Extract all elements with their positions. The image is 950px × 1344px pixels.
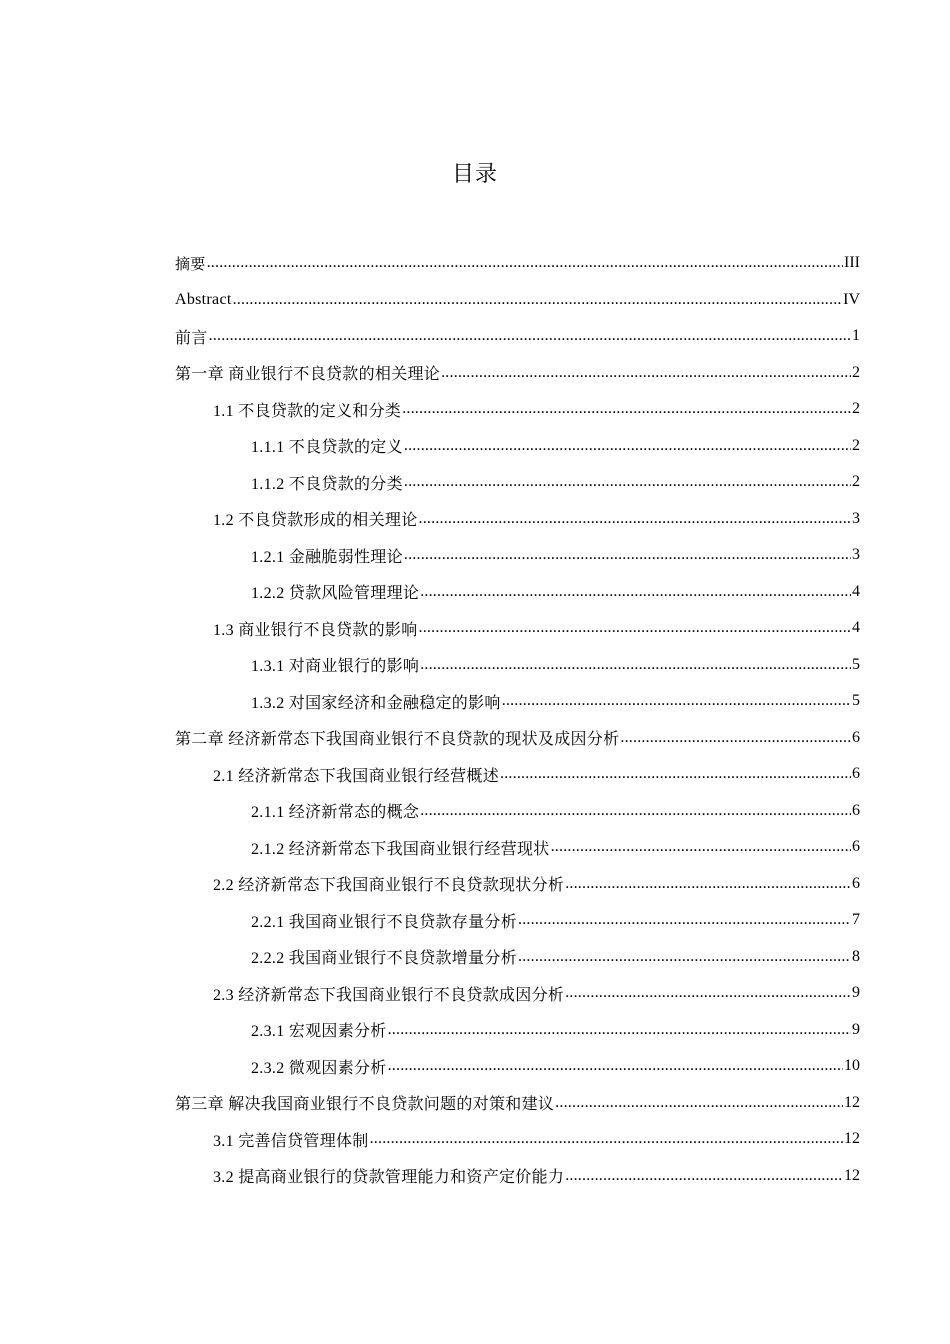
toc-page-number: 6	[852, 801, 860, 819]
toc-entry-section-2-3-2[interactable]	[175, 1048, 860, 1085]
toc-entry-section-2-2[interactable]	[175, 866, 860, 903]
toc-page-number: 12	[844, 1166, 860, 1184]
toc-page-number: 1	[852, 327, 860, 345]
toc-entry-label: Abstract	[175, 290, 232, 308]
toc-page-number: 2	[852, 363, 860, 381]
toc-page-number: 9	[852, 1020, 860, 1038]
toc-entry-label: 2.1 经济新常态下我国商业银行经营概述	[213, 767, 500, 785]
toc-entry-label: 2.1.2 经济新常态下我国商业银行经营现状	[251, 840, 550, 858]
toc-entry-label: 2.3.1 宏观因素分析	[251, 1023, 387, 1041]
toc-dot-leader	[565, 985, 851, 1001]
toc-entry-section-2-2-1[interactable]	[175, 902, 860, 939]
toc-entry-section-1-2-1[interactable]	[175, 537, 860, 574]
toc-dot-leader	[209, 328, 851, 344]
toc-entry-label: 前言	[175, 329, 208, 347]
toc-entry-chapter-1[interactable]	[175, 355, 860, 392]
toc-entry-section-3-2[interactable]	[175, 1158, 860, 1195]
toc-entry-label: 1.3 商业银行不良贷款的影响	[213, 621, 418, 639]
toc-page-number: 6	[852, 728, 860, 746]
toc-entry-abstract-en[interactable]	[175, 282, 860, 319]
toc-page-number: 5	[852, 655, 860, 673]
toc-dot-leader	[502, 693, 851, 709]
toc-entry-section-1-2[interactable]	[175, 501, 860, 538]
table-of-contents	[175, 245, 860, 1194]
toc-entry-section-2-1[interactable]	[175, 756, 860, 793]
toc-dot-leader	[441, 365, 851, 381]
toc-entry-label: 1.1 不良贷款的定义和分类	[213, 402, 402, 420]
toc-entry-chapter-3[interactable]	[175, 1085, 860, 1122]
toc-page-number: 2	[852, 400, 860, 418]
toc-dot-leader	[404, 547, 851, 563]
toc-entry-section-1-2-2[interactable]	[175, 574, 860, 611]
toc-entry-label: 2.2.1 我国商业银行不良贷款存量分析	[251, 913, 518, 931]
toc-page-number: 12	[844, 1093, 860, 1111]
toc-dot-leader	[404, 438, 851, 454]
toc-page-number: 8	[852, 947, 860, 965]
toc-entry-label: 1.3.1 对商业银行的影响	[251, 658, 420, 676]
toc-page-number: 4	[852, 582, 860, 600]
toc-entry-label: 1.2 不良贷款形成的相关理论	[213, 512, 418, 530]
toc-page-number: 2	[852, 436, 860, 454]
toc-entry-section-1-3[interactable]	[175, 610, 860, 647]
toc-entry-section-1-1[interactable]	[175, 391, 860, 428]
toc-dot-leader	[565, 1168, 843, 1184]
toc-dot-leader	[620, 730, 851, 746]
toc-entry-label: 3.1 完善信贷管理体制	[213, 1132, 369, 1150]
toc-page-number: 3	[852, 546, 860, 564]
toc-dot-leader	[420, 584, 851, 600]
toc-entry-label: 第二章 经济新常态下我国商业银行不良贷款的现状及成因分析	[175, 731, 620, 749]
toc-page-number: 7	[852, 911, 860, 929]
toc-dot-leader	[518, 949, 851, 965]
toc-entry-label: 1.2.2 贷款风险管理理论	[251, 585, 420, 603]
toc-entry-section-3-1[interactable]	[175, 1121, 860, 1158]
toc-entry-abstract-cn[interactable]	[175, 245, 860, 282]
toc-page-number: 6	[852, 874, 860, 892]
toc-entry-label: 2.3.2 微观因素分析	[251, 1059, 387, 1077]
toc-entry-label: 1.2.1 金融脆弱性理论	[251, 548, 403, 566]
toc-dot-leader	[420, 657, 851, 673]
toc-entry-chapter-2[interactable]	[175, 720, 860, 757]
toc-entry-label: 2.2 经济新常态下我国商业银行不良贷款现状分析	[213, 877, 565, 895]
toc-entry-section-2-1-1[interactable]	[175, 793, 860, 830]
toc-page-number: 6	[852, 838, 860, 856]
toc-page-number: IV	[843, 290, 860, 308]
toc-entry-label: 1.1.1 不良贷款的定义	[251, 439, 403, 457]
toc-dot-leader	[500, 766, 851, 782]
page-title: 目录	[451, 162, 498, 187]
toc-page-number: 2	[852, 473, 860, 491]
toc-entry-section-1-3-1[interactable]	[175, 647, 860, 684]
toc-page-number: 10	[844, 1057, 860, 1075]
toc-page-number: 3	[852, 509, 860, 527]
toc-dot-leader	[370, 1131, 843, 1147]
toc-dot-leader	[388, 1022, 851, 1038]
toc-dot-leader	[233, 292, 843, 308]
toc-dot-leader	[518, 912, 851, 928]
toc-page-number: 12	[844, 1130, 860, 1148]
toc-page-number: 6	[852, 765, 860, 783]
toc-page-number: 5	[852, 692, 860, 710]
toc-dot-leader	[420, 803, 851, 819]
toc-entry-label: 摘要	[175, 254, 206, 273]
toc-dot-leader	[388, 1058, 843, 1074]
toc-page-number: 4	[852, 619, 860, 637]
toc-entry-label: 第三章 解决我国商业银行不良贷款问题的对策和建议	[175, 1096, 555, 1114]
toc-entry-label: 第一章 商业银行不良贷款的相关理论	[175, 366, 441, 384]
toc-entry-preface[interactable]	[175, 318, 860, 355]
toc-dot-leader	[404, 474, 851, 490]
toc-entry-section-1-1-2[interactable]	[175, 464, 860, 501]
toc-entry-label: 3.2 提高商业银行的贷款管理能力和资产定价能力	[213, 1169, 565, 1187]
toc-entry-label: 1.1.2 不良贷款的分类	[251, 475, 403, 493]
toc-entry-section-2-3-1[interactable]	[175, 1012, 860, 1049]
toc-dot-leader	[419, 511, 851, 527]
toc-dot-leader	[555, 1095, 843, 1111]
toc-entry-label: 2.3 经济新常态下我国商业银行不良贷款成因分析	[213, 986, 565, 1004]
toc-dot-leader	[207, 255, 843, 271]
toc-entry-section-2-3[interactable]	[175, 975, 860, 1012]
toc-entry-section-2-2-2[interactable]	[175, 939, 860, 976]
toc-entry-label: 2.2.2 我国商业银行不良贷款增量分析	[251, 950, 518, 968]
toc-dot-leader	[565, 876, 851, 892]
toc-entry-label: 2.1.1 经济新常态的概念	[251, 804, 420, 822]
toc-entry-section-1-3-2[interactable]	[175, 683, 860, 720]
toc-dot-leader	[551, 839, 851, 855]
toc-dot-leader	[402, 401, 851, 417]
toc-entry-section-1-1-1[interactable]	[175, 428, 860, 465]
toc-page-number: III	[844, 254, 860, 272]
toc-dot-leader	[419, 620, 851, 636]
toc-entry-section-2-1-2[interactable]	[175, 829, 860, 866]
toc-entry-label: 1.3.2 对国家经济和金融稳定的影响	[251, 694, 501, 712]
toc-page-number: 9	[852, 984, 860, 1002]
